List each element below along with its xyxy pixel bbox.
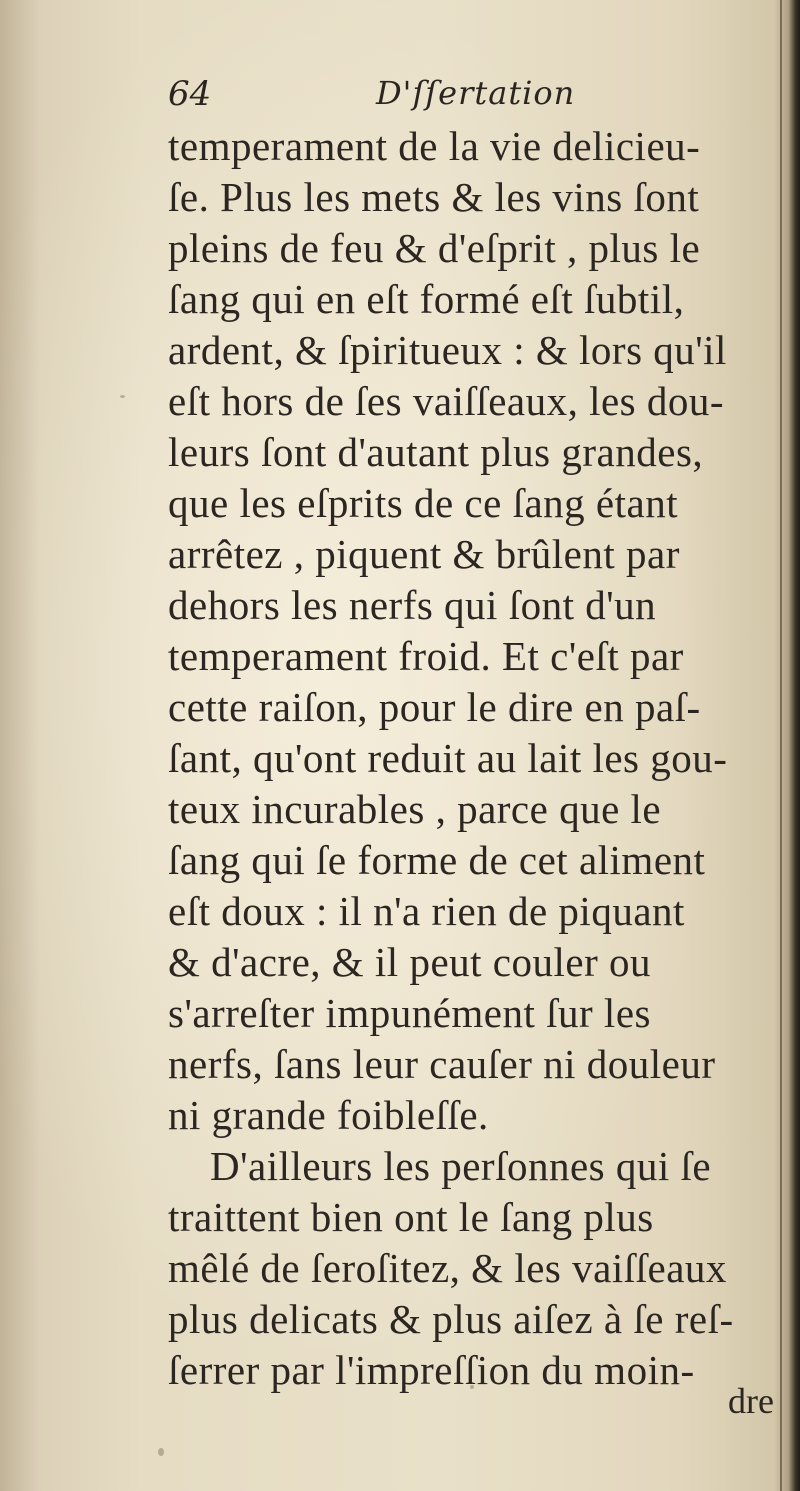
text-line: temperament froid. Et c'eſt par	[168, 633, 684, 679]
text-line: ardent, & ſpiritueux : & lors qu'il	[168, 327, 727, 373]
text-line: dehors les nerfs qui ſont d'un	[168, 582, 657, 628]
text-line: eſt hors de ſes vaiſſeaux, les dou-	[168, 378, 725, 424]
text-line: D'ailleurs les perſonnes qui ſe	[210, 1143, 712, 1189]
text-line: ſang qui en eſt formé eſt ſubtil,	[168, 276, 685, 322]
text-line: pleins de feu & d'eſprit , plus le	[168, 225, 701, 271]
page-edge-shadow	[774, 0, 800, 1491]
catchword: dre	[728, 1381, 774, 1421]
paper-speck	[158, 1448, 164, 1456]
text-line: ſe. Plus les mets & les vins ſont	[168, 174, 700, 220]
text-line: & d'acre, & il peut couler ou	[168, 939, 651, 985]
text-line: ni grande foibleſſe.	[168, 1092, 489, 1138]
text-line: s'arreſter impunément ſur les	[168, 990, 651, 1036]
text-line: ſang qui ſe forme de cet aliment	[168, 837, 706, 883]
text-line: traittent bien ont le ſang plus	[168, 1194, 654, 1240]
page-number: 64	[168, 74, 212, 114]
text-line: teux incurables , parce que le	[168, 786, 662, 832]
text-line: plus delicats & plus aiſez à ſe reſ-	[168, 1296, 734, 1342]
text-line: eſt doux : il n'a rien de piquant	[168, 888, 685, 934]
page-edge-line	[780, 0, 782, 1491]
paper-speck	[120, 395, 125, 398]
gutter-shadow	[0, 0, 40, 1491]
running-title: D'ſſertation	[376, 74, 576, 112]
body-text	[168, 122, 800, 1422]
text-line: arrêtez , piquent & brûlent par	[168, 531, 680, 577]
text-line: ſerrer par l'impreſſion du moin-	[168, 1347, 695, 1393]
text-line: mêlé de ſeroſitez, & les vaiſſeaux	[168, 1245, 727, 1291]
text-line: temperament de la vie delicieu-	[168, 123, 701, 169]
text-line: cette raiſon, pour le dire en paſ-	[168, 684, 701, 730]
text-line: leurs ſont d'autant plus grandes,	[168, 429, 704, 475]
page-header	[168, 74, 768, 124]
text-line: ſant, qu'ont reduit au lait les gou-	[168, 735, 728, 781]
paper-speck	[470, 1385, 474, 1389]
text-line: que les eſprits de ce ſang étant	[168, 480, 679, 526]
text-line: nerfs, ſans leur cauſer ni douleur	[168, 1041, 716, 1087]
